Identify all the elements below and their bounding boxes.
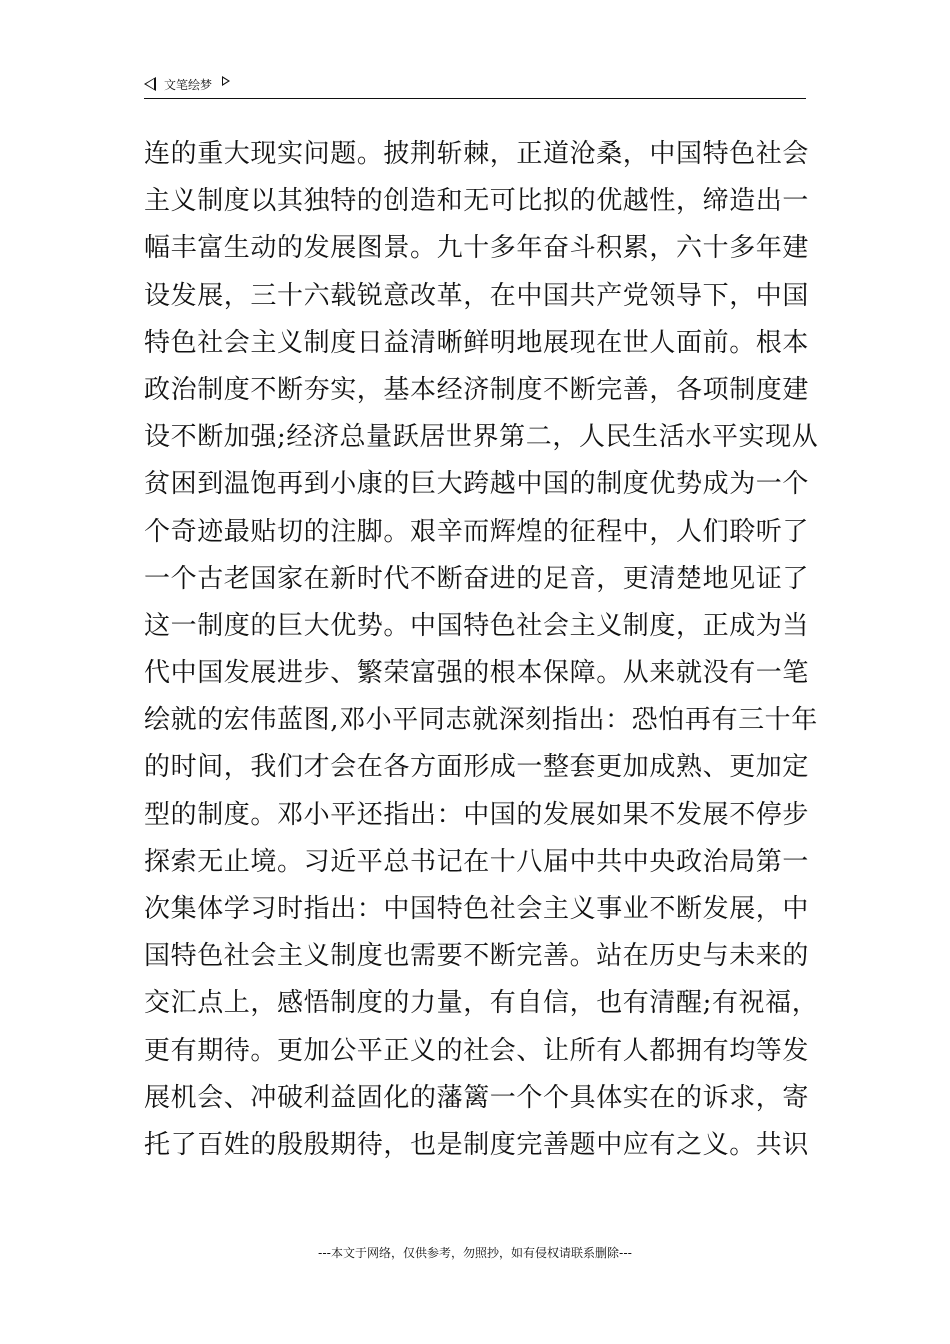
text-line: 幅丰富生动的发展图景。九十多年奋斗积累，六十多年建 bbox=[144, 233, 810, 264]
text-line: 一个古老国家在新时代不断奋进的足音，更清楚地见证了 bbox=[144, 563, 810, 594]
text-line: 设不断加强;经济总量跃居世界第二，人民生活水平实现从 bbox=[144, 422, 819, 453]
text-line: 国特色社会主义制度也需要不断完善。站在历史与未来的 bbox=[144, 941, 810, 972]
text-line: 的时间，我们才会在各方面形成一整套更加成熟、更加定 bbox=[144, 752, 810, 783]
triangle-left-icon bbox=[144, 77, 156, 91]
text-line: 型的制度。邓小平还指出：中国的发展如果不发展不停步 bbox=[144, 799, 810, 830]
text-line: 次集体学习时指出：中国特色社会主义事业不断发展，中 bbox=[144, 894, 810, 924]
triangle-right-icon bbox=[222, 76, 230, 86]
text-line: 交汇点上，感悟制度的力量，有自信，也有清醒;有祝福， bbox=[144, 988, 819, 1019]
text-line: 更有期待。更加公平正义的社会、让所有人都拥有均等发 bbox=[144, 1035, 810, 1066]
page-footer: ---本文于网络，仅供参考，勿照抄，如有侵权请联系删除--- bbox=[318, 1246, 632, 1260]
text-line: 设发展，三十六载锐意改革，在中国共产党领导下，中国 bbox=[144, 280, 810, 311]
page-header bbox=[144, 70, 806, 99]
text-line: 探索无止境。习近平总书记在十八届中共中央政治局第一 bbox=[144, 846, 810, 877]
text-line: 个奇迹最贴切的注脚。艰辛而辉煌的征程中，人们聆听了 bbox=[144, 516, 810, 547]
text-line: 主义制度以其独特的创造和无可比拟的优越性，缔造出一 bbox=[144, 186, 810, 217]
text-line: 代中国发展进步、繁荣富强的根本保障。从来就没有一笔 bbox=[144, 658, 810, 689]
text-line: 绘就的宏伟蓝图,邓小平同志就深刻指出：恐怕再有三十年 bbox=[144, 705, 818, 736]
text-line: 政治制度不断夯实，基本经济制度不断完善，各项制度建 bbox=[144, 374, 810, 405]
text-line: 托了百姓的殷殷期待，也是制度完善题中应有之义。共识 bbox=[144, 1129, 810, 1160]
body-text bbox=[144, 131, 819, 1169]
text-line: 连的重大现实问题。披荆斩棘，正道沧桑，中国特色社会 bbox=[144, 139, 810, 169]
text-line: 贫困到温饱再到小康的巨大跨越中国的制度优势成为一个 bbox=[144, 469, 810, 500]
text-line: 这一制度的巨大优势。中国特色社会主义制度，正成为当 bbox=[144, 610, 810, 641]
header-title: 文笔绘梦 bbox=[164, 77, 213, 92]
text-line: 特色社会主义制度日益清晰鲜明地展现在世人面前。根本 bbox=[144, 327, 810, 358]
text-line: 展机会、冲破利益固化的藩篱一个个具体实在的诉求，寄 bbox=[144, 1082, 810, 1113]
